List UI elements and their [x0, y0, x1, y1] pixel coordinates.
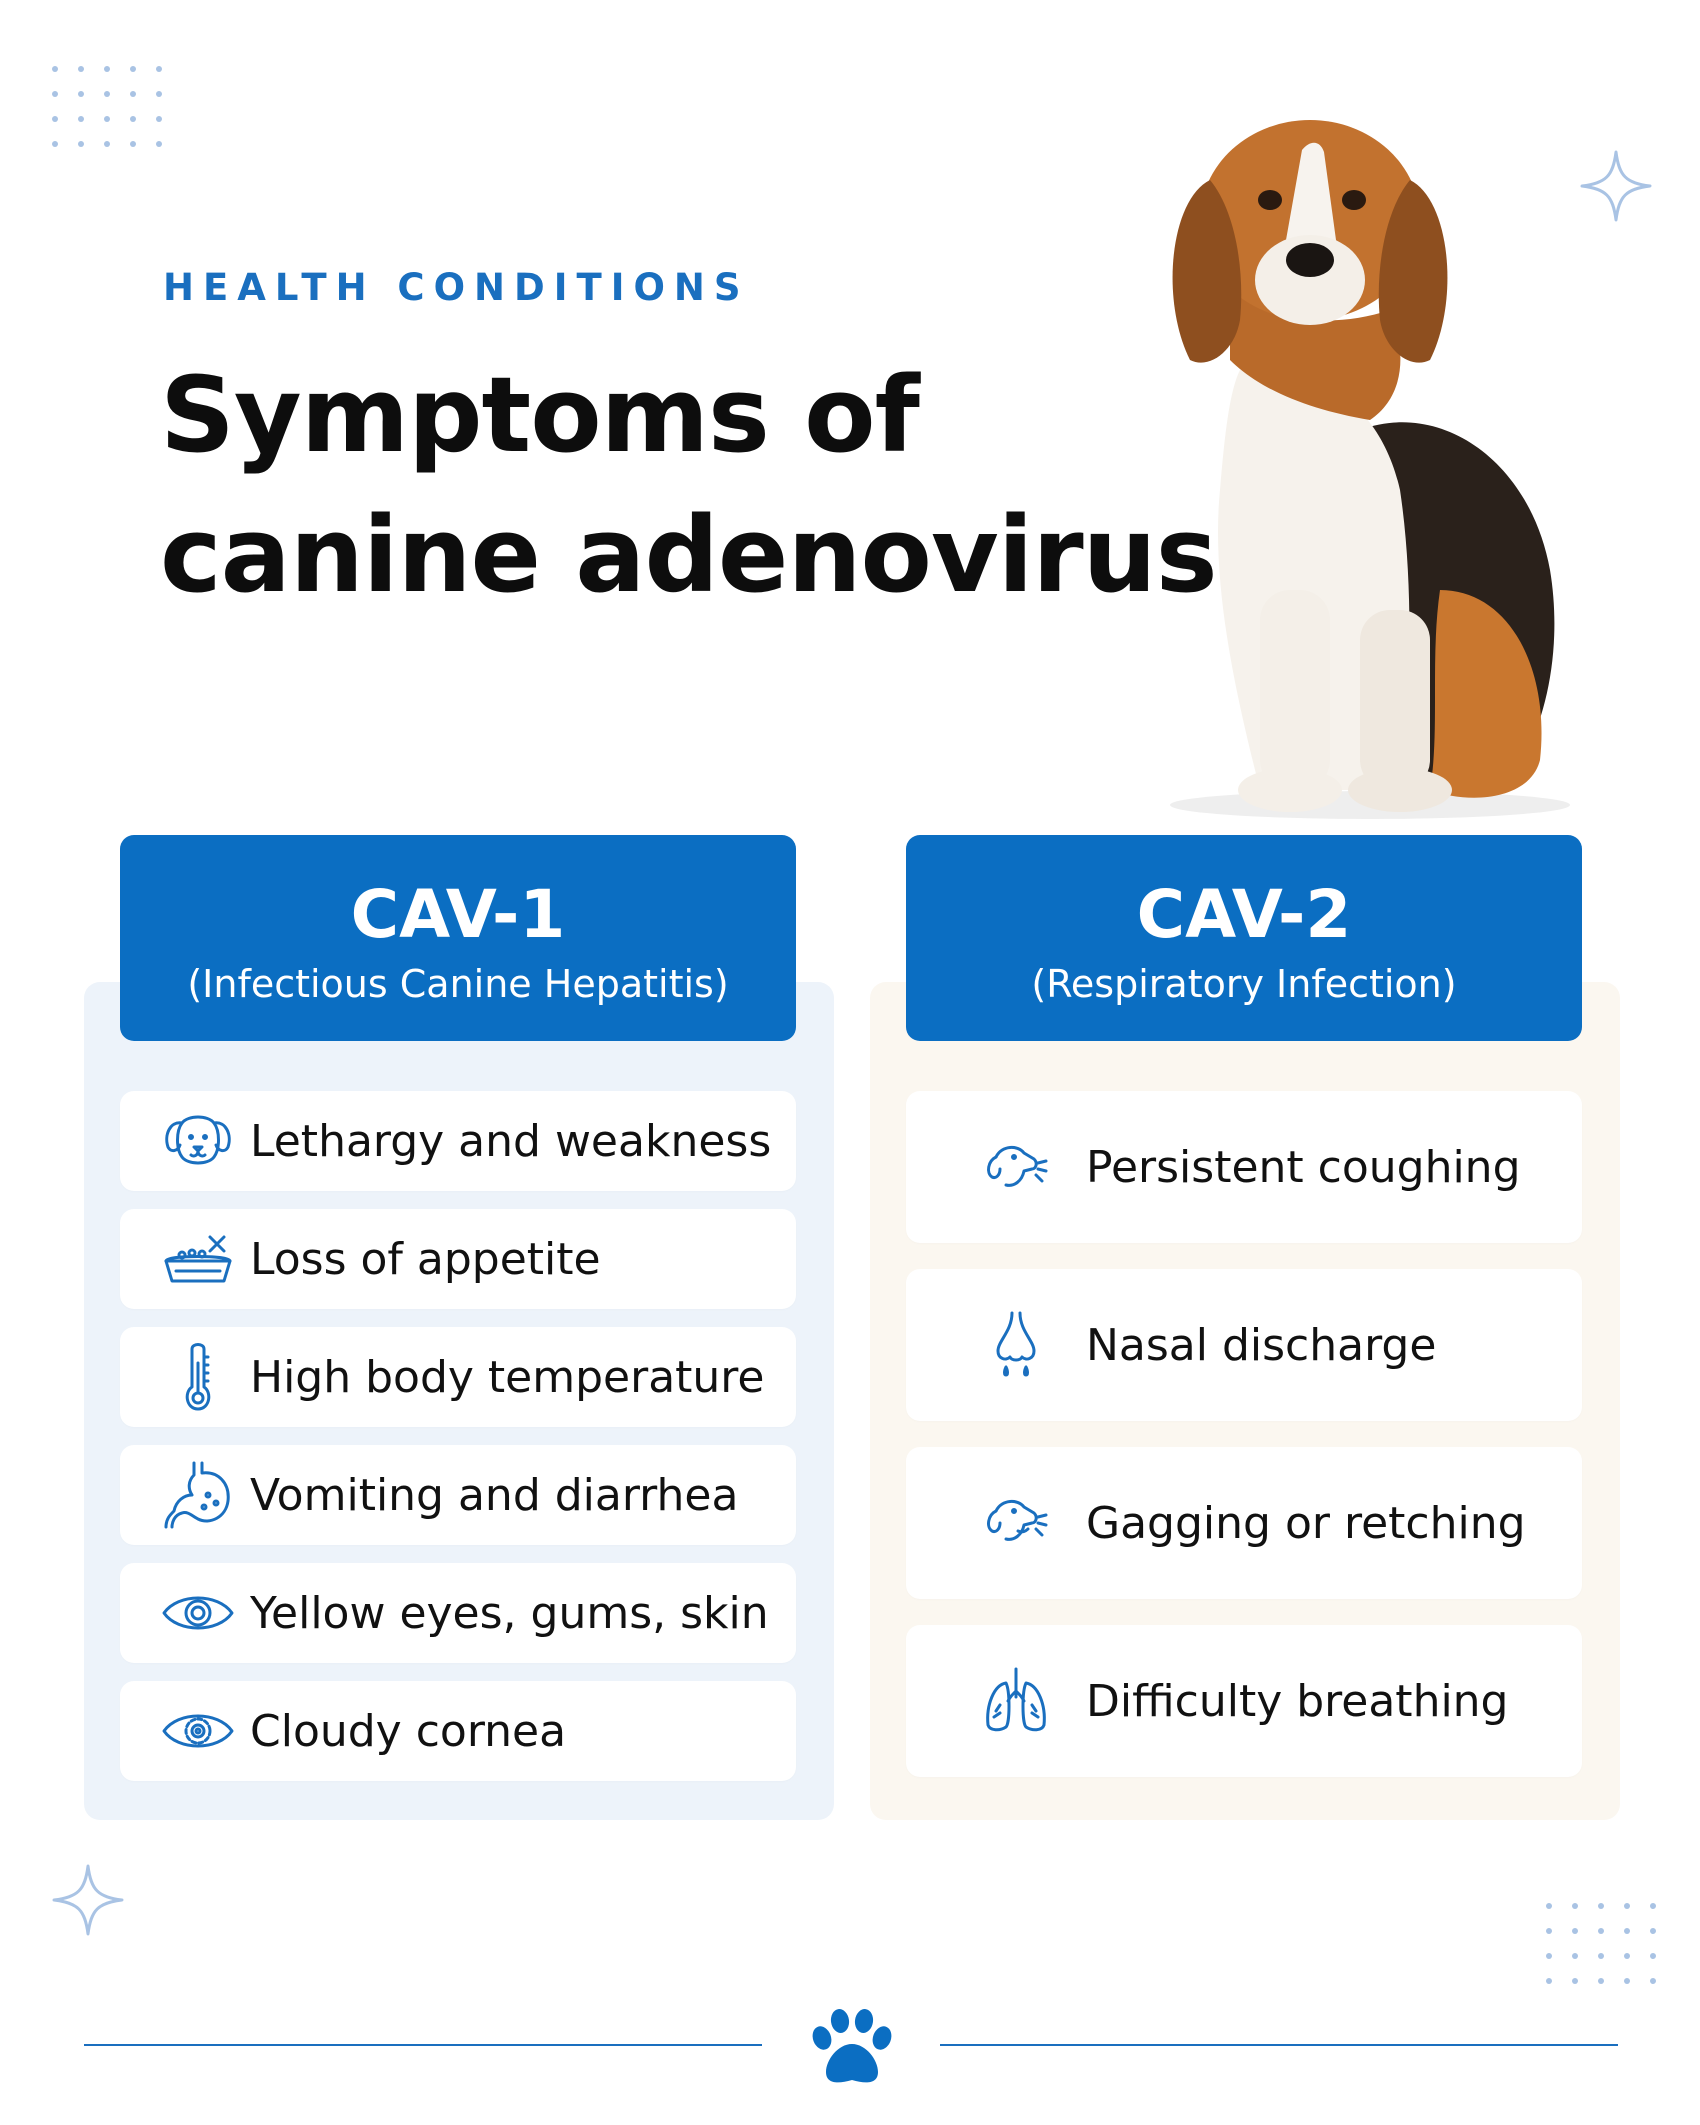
symptom-card	[120, 1209, 796, 1309]
title-line-2: canine adenovirus	[160, 494, 1217, 616]
footer-divider-right	[940, 2044, 1618, 2046]
stomach-icon	[158, 1455, 238, 1535]
symptom-card	[120, 1681, 796, 1781]
cav1-title: CAV-1	[350, 876, 566, 953]
symptom-label: Nasal discharge	[1086, 1319, 1437, 1371]
symptom-card	[120, 1327, 796, 1427]
symptom-card	[120, 1091, 796, 1191]
cav2-title: CAV-2	[1136, 876, 1352, 953]
cav2-subtitle: (Respiratory Infection)	[1031, 962, 1457, 1006]
page-title	[160, 345, 1217, 625]
symptom-card	[906, 1625, 1582, 1777]
symptom-card	[906, 1091, 1582, 1243]
dot-grid-bottom-right	[1546, 1903, 1656, 1984]
nose-drip-icon	[976, 1305, 1056, 1385]
symptom-label: Gagging or retching	[1086, 1497, 1526, 1549]
footer-divider-left	[84, 2044, 762, 2046]
symptom-label: Loss of appetite	[250, 1233, 601, 1285]
symptom-card	[120, 1563, 796, 1663]
cav2-header	[906, 835, 1582, 1041]
title-line-1: Symptoms of	[160, 354, 919, 476]
symptom-label: Cloudy cornea	[250, 1705, 567, 1757]
cav1-header	[120, 835, 796, 1041]
thermometer-icon	[158, 1337, 238, 1417]
symptom-card	[906, 1269, 1582, 1421]
dog-face-icon	[158, 1101, 238, 1181]
symptom-label: Vomiting and diarrhea	[250, 1469, 739, 1521]
dot-grid-top-left	[52, 66, 162, 147]
symptom-card	[120, 1445, 796, 1545]
food-bowl-icon	[158, 1219, 238, 1299]
symptom-card	[906, 1447, 1582, 1599]
eye-icon	[158, 1573, 238, 1653]
eyebrow-label: HEALTH CONDITIONS	[163, 266, 750, 309]
symptom-label: High body temperature	[250, 1351, 765, 1403]
paw-print-icon	[808, 2008, 896, 2092]
cloudy-eye-icon	[158, 1691, 238, 1771]
symptom-label: Lethargy and weakness	[250, 1115, 772, 1167]
symptom-label: Yellow eyes, gums, skin	[250, 1587, 769, 1639]
symptom-label: Persistent coughing	[1086, 1141, 1521, 1193]
sparkle-icon	[50, 1862, 126, 1942]
dog-gagging-icon	[976, 1483, 1056, 1563]
lungs-icon	[976, 1661, 1056, 1741]
cav1-subtitle: (Infectious Canine Hepatitis)	[187, 962, 729, 1006]
symptom-label: Difficulty breathing	[1086, 1675, 1509, 1727]
dog-coughing-icon	[976, 1127, 1056, 1207]
beagle-photo	[1110, 70, 1610, 830]
